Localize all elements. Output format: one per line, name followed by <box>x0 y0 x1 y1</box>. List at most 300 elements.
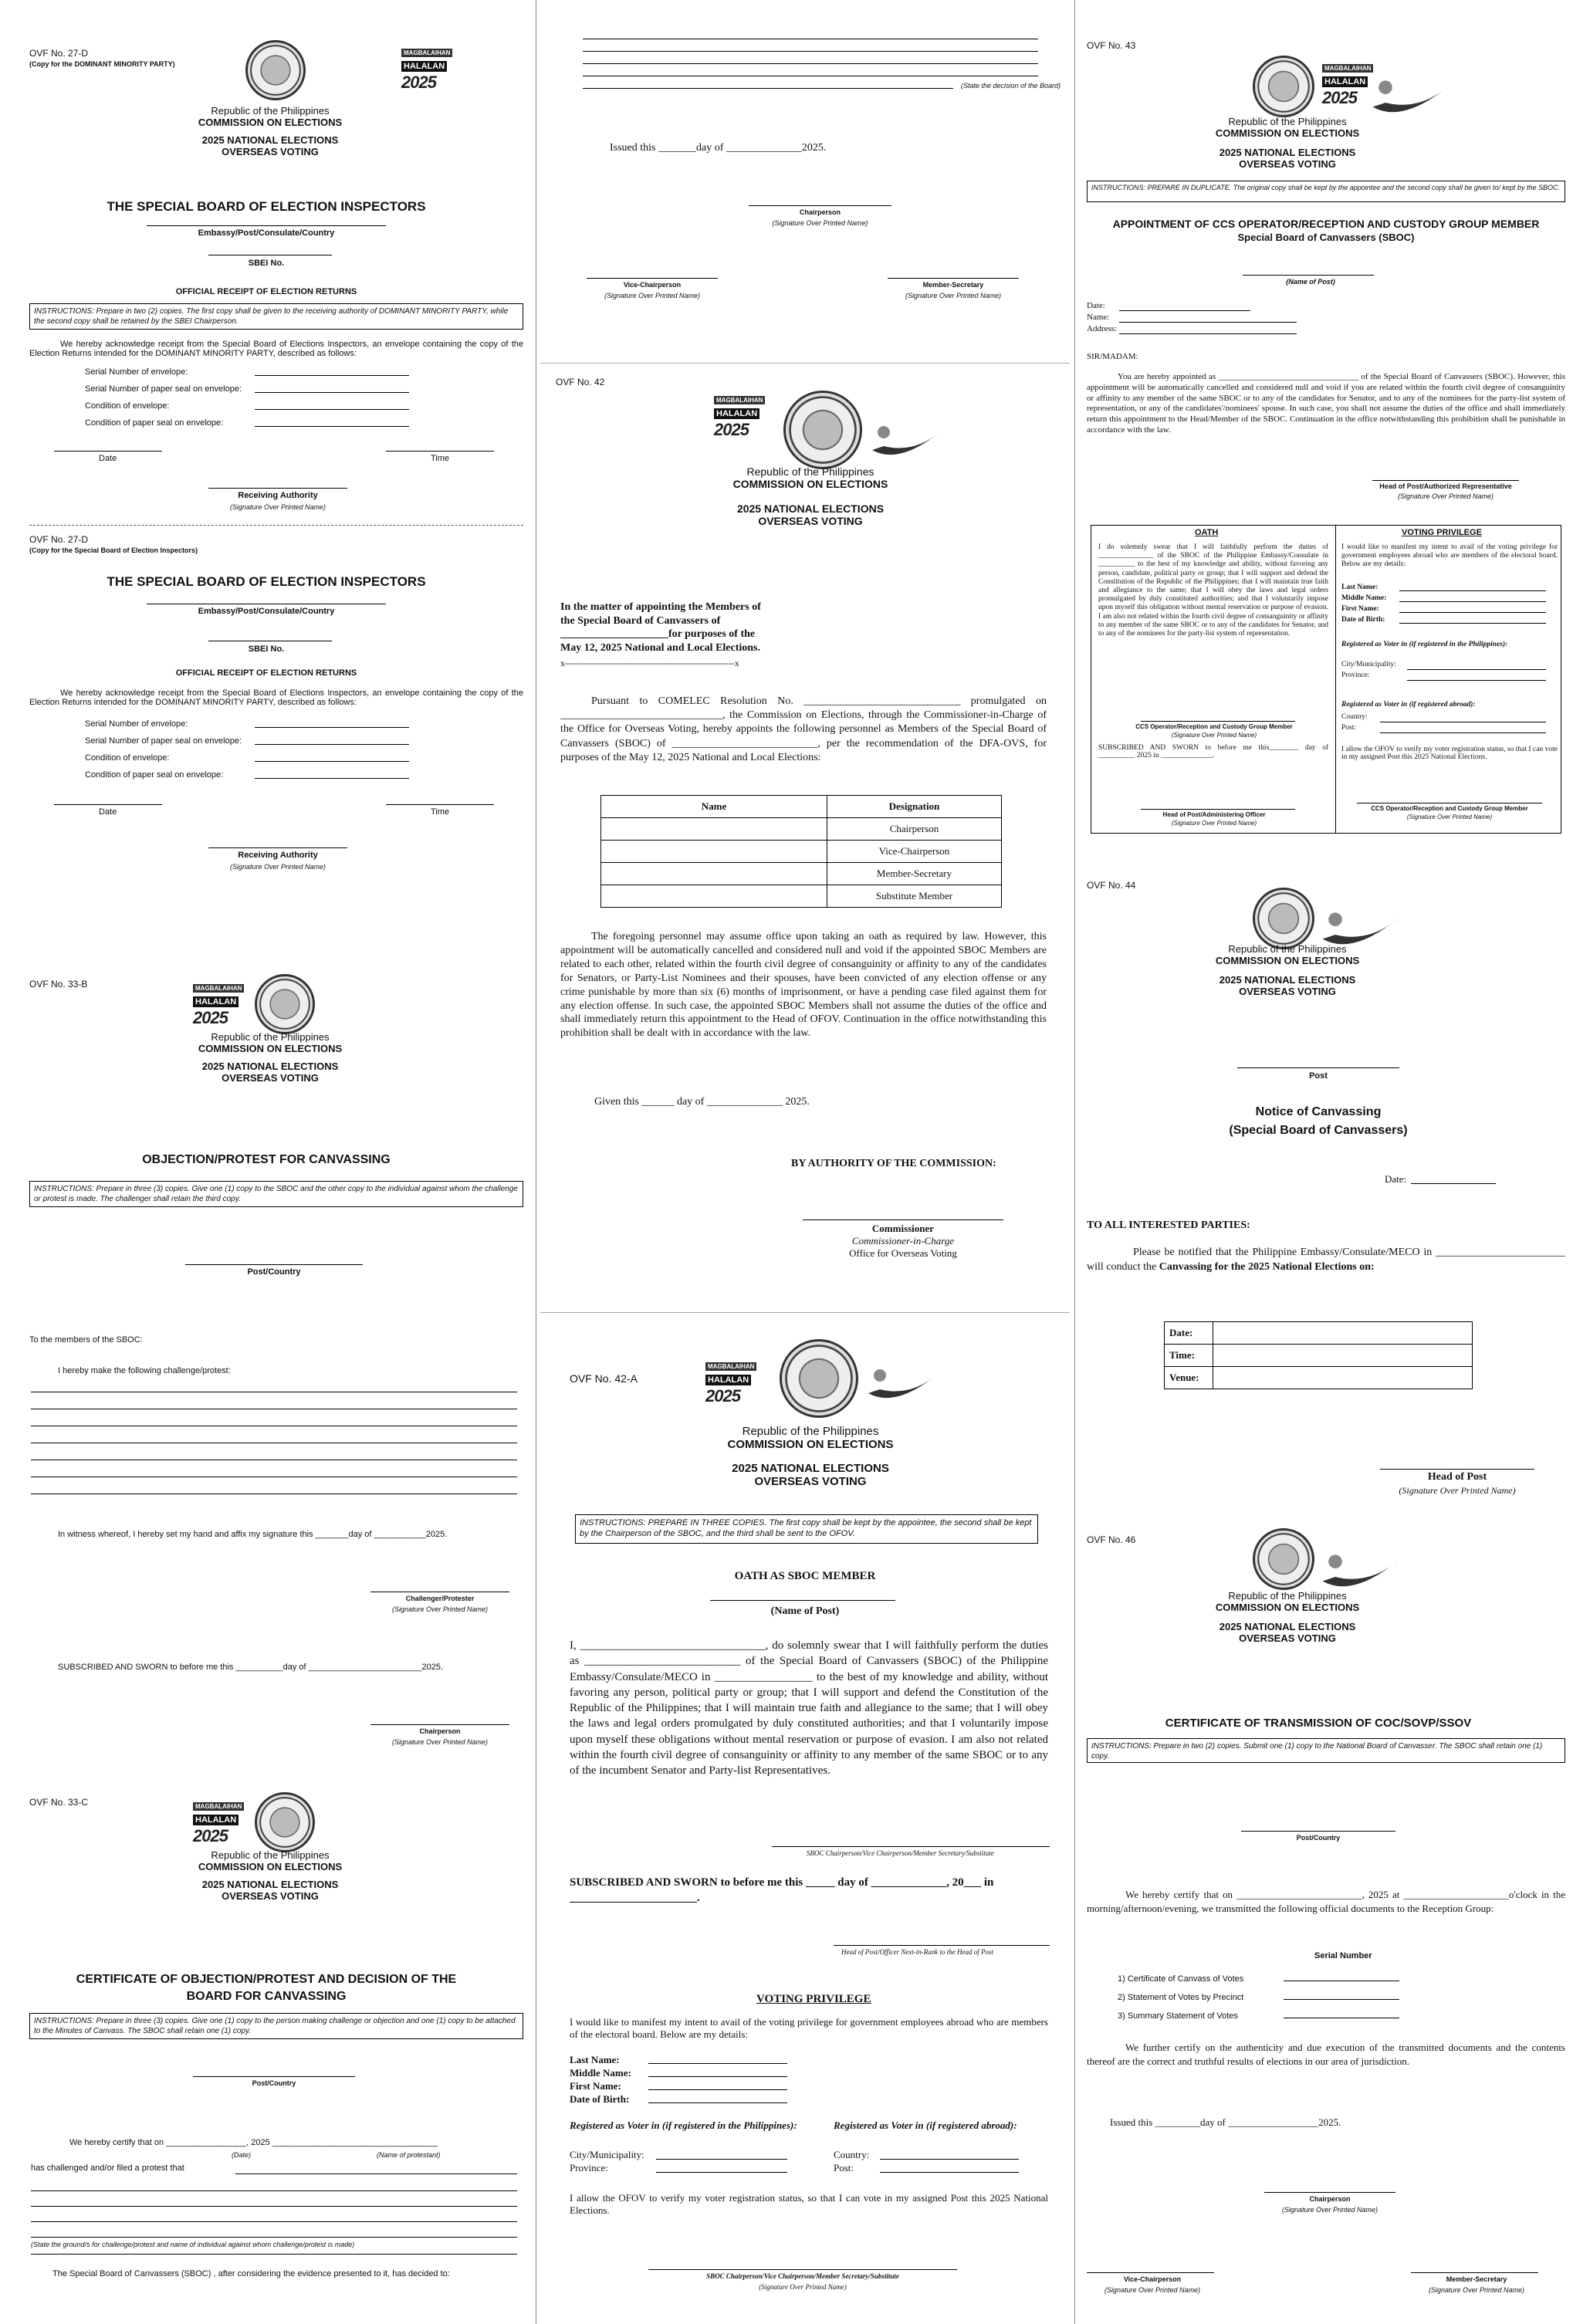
city-label: City/Municipality: <box>1341 661 1396 668</box>
time-label: Time <box>431 454 450 463</box>
field-line[interactable] <box>255 744 409 745</box>
time-cell[interactable] <box>1213 1345 1473 1367</box>
commission-label: COMMISSION ON ELECTIONS <box>1215 127 1360 139</box>
commission-label: COMMISSION ON ELECTIONS <box>727 1438 894 1451</box>
allow-text: I allow the OFOV to verify my voter registration status, so that I can vote in my assigned Post this 2025 National Elections. <box>1341 746 1558 761</box>
appointment-body: You are hereby appointed as _________________________________ of the Special Board of Canvassers (SBOC). However, this appointment will be automatically cancelled and considered null and void if you are related within the fourth civil degree of consanguinity or affinity to any member of the same SBOC or to any of the candidates for Senator, and to any of the nominees for the party-list system of representation, or any of the candidates'/nominees' spouse. In such case, you shall not assume the duties of the office and shall immediately return this appointment to the Head/Member of the SBOC. Continuation in the office notwithstanding this prohibition shall be punishable in accordance with the law. <box>1087 372 1565 435</box>
line <box>710 1600 895 1601</box>
name-cell[interactable] <box>601 841 827 863</box>
allow-text: I allow the OFOV to verify my voter registration status, so that I can vote in my assigned Post this 2025 National Elections. <box>570 2192 1048 2216</box>
comelec-seal-icon <box>255 1792 315 1852</box>
form-number: OVF No. 33-C <box>29 1797 89 1808</box>
date-note: (Date) <box>232 2151 252 2159</box>
field-line <box>880 2172 1019 2173</box>
city-label: City/Municipality: <box>570 2149 644 2160</box>
field-line <box>880 2159 1019 2160</box>
elections-label: 2025 NATIONAL ELECTIONS <box>201 1061 339 1072</box>
post-country-label: Post/Country <box>247 1267 301 1277</box>
form-number: OVF No. 27-D <box>29 534 89 545</box>
chairperson-label: Chairperson <box>799 208 841 216</box>
table-row <box>1165 1367 1473 1389</box>
date-cell-label: Date: <box>1165 1322 1213 1345</box>
signature-note: (Signature Over Printed Name) <box>1399 1485 1516 1496</box>
field-row: Condition of paper seal on envelope: <box>85 418 440 428</box>
province-label: Province: <box>570 2162 608 2173</box>
field-line <box>1407 669 1546 670</box>
elections-label: 2025 NATIONAL ELECTIONS <box>201 1879 339 1890</box>
entry-line <box>31 2206 517 2207</box>
sbei-label: SBEI No. <box>248 259 285 268</box>
country-label: Country: <box>834 2149 870 2160</box>
to-all-label: TO ALL INTERESTED PARTIES: <box>1087 1220 1250 1231</box>
oath-header: OATH <box>1195 528 1219 537</box>
table-row <box>601 841 1002 863</box>
field-line <box>1119 322 1297 323</box>
signature-note: (Signature Over Printed Name) <box>1104 2286 1201 2294</box>
designation-cell: Substitute Member <box>827 885 1002 908</box>
date-label: Date <box>99 454 117 463</box>
field-line[interactable] <box>255 761 409 762</box>
field-line <box>1284 1999 1399 2000</box>
notice-title: Notice of Canvassing <box>1255 1105 1382 1118</box>
decision-line <box>583 51 1038 52</box>
form-title: OBJECTION/PROTEST FOR CANVASSING <box>142 1153 391 1166</box>
signature-line <box>772 1846 1050 1847</box>
serial-number-label: Serial Number <box>1314 1951 1372 1960</box>
date-label: Date <box>99 807 117 817</box>
oath-title: OATH AS SBOC MEMBER <box>734 1570 876 1582</box>
country-label: Country: <box>1341 713 1368 721</box>
republic-label: Republic of the Philippines <box>1228 116 1347 127</box>
instructions-box: INSTRUCTIONS: Prepare in three (3) copies. Give one (1) copy to the SBOC and the other copy to the individual against whom the challenge or protest is made. The challenger shall retain the third copy. <box>29 1181 523 1207</box>
body-text: We hereby acknowledge receipt from the Special Board of Elections Inspectors, an envelope containing the copy of the Election Returns intended for the DOMINANT MINORITY PARTY, described as follows: <box>29 340 523 358</box>
receipt-title: OFFICIAL RECEIPT OF ELECTION RETURNS <box>175 287 357 296</box>
field-row: Condition of envelope: <box>85 753 440 763</box>
signature-note: (Signature Over Printed Name) <box>1171 820 1257 827</box>
head-admin-label: Head of Post/Administering Officer <box>1162 811 1266 818</box>
swoosh-logo-icon <box>864 1366 942 1405</box>
embassy-label: Embassy/Post/Consulate/Country <box>198 607 335 616</box>
form-number: OVF No. 27-D <box>29 48 89 59</box>
separator <box>540 1312 1070 1313</box>
table-header: Name <box>601 796 827 818</box>
address-field: Address: <box>1087 324 1118 333</box>
time-line <box>386 804 494 805</box>
pursuant-text: Pursuant to COMELEC Resolution No. _____________________________ promulgated on ______________________________, the Commission on Elections, through the Commissioner-in-Charge of the Office for Overseas Voting, hereby appoints the following personnel as Members of the Special Board of Canvassers (SBOC) of ___________________________, per the recommendation of the DFA-OVS, for purposes of the May 12, 2025 National and Local Elections: <box>560 695 1047 763</box>
republic-label: Republic of the Philippines <box>746 465 874 478</box>
form-subtitle: Special Board of Canvassers (SBOC) <box>1237 232 1415 243</box>
field-line <box>1119 333 1297 334</box>
instructions-box: INSTRUCTIONS: PREPARE IN THREE COPIES. The first copy shall be kept by the appointee, the second shall be kept by the Chairperson of the SBOC, and the third shall be sent to the OFOV. <box>575 1514 1038 1544</box>
republic-label: Republic of the Philippines <box>211 105 330 117</box>
signature-note: (Signature Over Printed Name) <box>772 219 868 227</box>
certify-text: We hereby certify that on _________________________, 2025 at _____________________o'clock in the morning/afternoon/evening, we transmitted the following official documents to the Reception Group: <box>1087 1889 1565 1914</box>
instructions-box: INSTRUCTIONS: PREPARE IN DUPLICATE. The original copy shall be kept by the appointee and the second copy shall be given to/ kept by the SBOC. <box>1087 181 1565 202</box>
date-line <box>54 451 162 452</box>
republic-label: Republic of the Philippines <box>742 1425 879 1438</box>
grounds-note: (State the ground/s for challenge/protest and name of individual against whom challenge/protest is made) <box>31 2241 355 2248</box>
field-line <box>648 2102 787 2103</box>
line <box>1237 1067 1399 1068</box>
instructions-box: INSTRUCTIONS: Prepare in two (2) copies. Submit one (1) copy to the National Board of Canvasser. The SBOC shall retain one (1) copy. <box>1087 1738 1565 1763</box>
elections-label: 2025 NATIONAL ELECTIONS <box>1219 147 1356 158</box>
overseas-label: OVERSEAS VOTING <box>758 515 863 527</box>
table-row <box>601 885 1002 908</box>
instructions-box: INSTRUCTIONS: Prepare in three (3) copies. Give one (1) copy to the person making challenge or objection and one (1) copy to be attached to the Minutes of Canvass. The SBOC shall retain one (1) copy. <box>29 2013 523 2039</box>
receipt-title: OFFICIAL RECEIPT OF ELECTION RETURNS <box>175 668 357 678</box>
copy-note: (Copy for the Special Board of Election Inspectors) <box>29 546 198 554</box>
receiving-authority: Receiving Authority <box>238 491 318 500</box>
overseas-label: OVERSEAS VOTING <box>222 1890 319 1902</box>
head-post-label: Head of Post/Authorized Representative <box>1379 482 1512 490</box>
instructions-box: INSTRUCTIONS: Prepare in two (2) copies. The first copy shall be given to the receiving authority of DOMINANT MINORITY PARTY, while the second copy shall be retained by the SBEI Chairperson. <box>29 303 523 330</box>
swoosh-logo-icon <box>1368 77 1453 120</box>
sboc-decision-text: The Special Board of Canvassers (SBOC) , after considering the evidence presented to it, has decided to: <box>52 2269 450 2278</box>
swoosh-logo-icon <box>1318 1551 1403 1594</box>
overseas-label: OVERSEAS VOTING <box>1239 986 1336 997</box>
signature-note: (Signature Over Printed Name) <box>391 1605 489 1613</box>
date-cell[interactable] <box>1213 1322 1473 1345</box>
form-title: THE SPECIAL BOARD OF ELECTION INSPECTORS <box>107 199 426 214</box>
cut-line <box>29 525 523 526</box>
head-post-label: Head of Post <box>1427 1471 1487 1483</box>
field-line <box>1399 623 1546 624</box>
signature-line <box>587 278 718 279</box>
copy-note: (Copy for the DOMINANT MINORITY PARTY) <box>29 60 175 68</box>
comelec-header <box>77 105 463 157</box>
registered-abroad-label: Registered as Voter in (if registered abroad): <box>1341 701 1476 709</box>
time-cell-label: Time: <box>1165 1345 1213 1367</box>
elections-label: 2025 NATIONAL ELECTIONS <box>201 134 339 146</box>
overseas-label: OVERSEAS VOTING <box>1239 158 1336 170</box>
line <box>147 225 386 226</box>
name-field: Name: <box>1087 313 1110 322</box>
date-line <box>54 804 162 805</box>
comelec-header <box>77 1031 463 1084</box>
form-number: OVF No. 42-A <box>570 1372 638 1385</box>
field-line <box>648 2063 787 2064</box>
form-number: OVF No. 42 <box>556 377 605 387</box>
sboc-signature-label: SBOC Chairperson/Vice Chairperson/Member Secretary/Substitute <box>807 1849 994 1857</box>
time-label: Time <box>431 807 450 817</box>
decision-line <box>583 88 953 89</box>
table-row <box>1165 1322 1473 1345</box>
field-line[interactable] <box>255 392 409 393</box>
signature-note: (Signature Over Printed Name) <box>391 1738 489 1746</box>
table-header: Designation <box>827 796 1002 818</box>
post-country-label: Post/Country <box>1296 1834 1341 1842</box>
vp-body: I would like to manifest my intent to avail of the voting privilege for government employees abroad who are members of the electoral board. Below are my details: <box>570 2016 1048 2040</box>
comelec-seal-icon <box>255 974 315 1034</box>
name-cell[interactable] <box>601 863 827 885</box>
name-note: (Name of protestant) <box>377 2151 441 2159</box>
post-country-label: Post/Country <box>252 2079 296 2087</box>
challenged-text: has challenged and/or filed a protest that <box>31 2163 184 2173</box>
member-secretary-label: Member-Secretary <box>922 281 984 289</box>
signature-note: (Signature Over Printed Name) <box>1171 732 1257 739</box>
post-label: Post <box>1309 1071 1328 1081</box>
overseas-label: OVERSEAS VOTING <box>754 1475 867 1488</box>
registered-abroad-label: Registered as Voter in (if registered abroad): <box>834 2119 1017 2131</box>
field-line <box>1399 612 1546 613</box>
doc-item: 2) Statement of Votes by Precinct <box>1118 1993 1244 2002</box>
sworn-text: SUBSCRIBED AND SWORN to before me this __________day of ________________________2025. <box>58 1663 444 1672</box>
elections-label: 2025 NATIONAL ELECTIONS <box>1219 1621 1356 1632</box>
column-middle <box>540 0 1070 2324</box>
comelec-header <box>77 1849 463 1902</box>
sbei-label: SBEI No. <box>248 644 285 654</box>
field-line <box>656 2159 787 2160</box>
personnel-table <box>600 795 1002 908</box>
doc-item: 3) Summary Statement of Votes <box>1118 2011 1238 2021</box>
comelec-seal-icon <box>783 391 862 469</box>
form-title-line2: BOARD FOR CANVASSING <box>186 1990 347 2003</box>
given-text: Given this ______ day of ______________ 2025. <box>594 1096 810 1108</box>
vice-chair-label: Vice-Chairperson <box>1123 2275 1182 2283</box>
signature-line <box>1087 2272 1214 2273</box>
matter-heading: In the matter of appointing the Members of the Special Board of Canvassers of ____________________for purposes of the May 12, 2025 National and Local Elections. <box>560 601 761 654</box>
field-line[interactable] <box>255 778 409 779</box>
registered-ph-label: Registered as Voter in (if registered in the Philippines): <box>1341 641 1508 648</box>
field-line <box>1399 601 1546 602</box>
comelec-header <box>1141 1590 1434 1644</box>
field-line <box>1119 310 1250 311</box>
date-field: Date: <box>1087 301 1105 310</box>
signature-note: (Signature Over Printed Name) <box>1397 492 1494 500</box>
name-of-post: (Name of Post) <box>1286 278 1335 286</box>
line <box>1241 1831 1395 1832</box>
commission-label: COMMISSION ON ELECTIONS <box>1215 1602 1360 1613</box>
elections-label: 2025 NATIONAL ELECTIONS <box>736 502 885 515</box>
table-row <box>1165 1345 1473 1367</box>
oath-body: I, ________________________________, do solemnly swear that I will faithfully perform the duties as ___________________________ of the Special Board of Canvassers (SBOC) of the Philippine Embassy/Consulate/MECO in _________________ to the best of my knowledge and ability, without favoring any person, political party or group; that I will support and defend the Constitution of the Republic of the Philippines; that I will maintain true faith and allegiance to the same; that I will obey the laws and legal orders promulgated by duly constituted authorities; and that I voluntarily impose upon myself these obligations without mental reservation or purpose of evasion. I am also not related within the fourth civil degree of consanguinity or affinity to any member of the same SBOC or to any of the incumbent Senator and Party-list Representatives. <box>570 1639 1048 1777</box>
doc-item: 1) Certificate of Canvass of Votes <box>1118 1974 1244 1984</box>
halalan-logo-icon: MAGBALAIHAN HALALAN 2025 <box>1322 60 1373 108</box>
sworn-text: SUBSCRIBED AND SWORN to before me this _____ day of _____________, 20___ in ______________________. <box>570 1876 994 1904</box>
comelec-seal-icon <box>780 1339 858 1418</box>
overseas-label: OVERSEAS VOTING <box>222 1072 319 1084</box>
voting-privilege-title: VOTING PRIVILEGE <box>756 1993 871 2005</box>
vp-fields: Last Name: Middle Name: First Name: Date of Birth: <box>570 2054 631 2105</box>
line <box>1243 275 1374 276</box>
form-title: CERTIFICATE OF OBJECTION/PROTEST AND DECISION OF THE <box>76 1973 457 1986</box>
signature-line <box>834 1945 1050 1946</box>
x-line: x-------------------------------------------------------x <box>560 658 739 668</box>
post-label: Post: <box>834 2162 854 2173</box>
comelec-header <box>617 465 1003 527</box>
republic-label: Republic of the Philippines <box>211 1849 330 1861</box>
designation-cell: Vice-Chairperson <box>827 841 1002 863</box>
form-title: APPOINTMENT OF CCS OPERATOR/RECEPTION AND CUSTODY GROUP MEMBER <box>1112 218 1540 230</box>
field-row: Serial Number of paper seal on envelope: <box>85 736 440 746</box>
foregoing-text: The foregoing personnel may assume office upon taking an oath as required by law. However, this appointment will be automatically cancelled and considered null and void if the appointed SBOC Members are related to each other, related within the fourth civil degree of consanguinity or affinity to any of the candidates for Senators, or Party-List Nominees and their spouses, have been convicted of any election offense or any crime punishable by more than six (6) months of imprisonment, or have a pending case filed against them for any election offense. In such case, the appointed SBOC Members shall not assume the duties of the office and shall immediately return this appointment to the Head of OFOV. Continuation in the office notwithstanding this prohibition shall be dealt with in accordance with the law. <box>560 931 1047 1040</box>
notice-subtitle: (Special Board of Canvassers) <box>1229 1124 1408 1137</box>
form-title: CERTIFICATE OF TRANSMISSION OF COC/SOVP/SSOV <box>1165 1717 1472 1730</box>
signature-note: (Signature Over Printed Name) <box>604 292 701 299</box>
signature-note: (Signature Over Printed Name) <box>759 2283 847 2291</box>
halalan-logo-icon: MAGBALAIHAN HALALAN 2025 <box>705 1358 756 1406</box>
issued-text: Issued this _________day of __________________2025. <box>1110 2116 1341 2128</box>
decision-note: (State the decision of the Board) <box>961 82 1061 90</box>
signature-note: (Signature Over Printed Name) <box>229 863 326 871</box>
sworn-text: SUBSCRIBED AND SWORN to before me this________ day of __________ 2025 in ______________. <box>1098 744 1328 759</box>
certify-text: We hereby certify that on _________________, 2025 ___________________________________ <box>69 2138 438 2147</box>
signature-note: (Signature Over Printed Name) <box>905 292 1002 299</box>
commission-label: COMMISSION ON ELECTIONS <box>198 117 343 128</box>
entry-line <box>235 2173 517 2174</box>
halalan-logo-icon: MAGBALAIHAN HALALAN 2025 <box>193 980 244 1028</box>
vp-fields: Last Name: Middle Name: First Name: Date of Birth: <box>1341 584 1387 624</box>
comelec-seal-icon <box>1253 888 1314 949</box>
field-row: Serial Number of envelope: <box>85 367 440 377</box>
comelec-seal-icon <box>1253 1528 1314 1590</box>
entry-line <box>31 2254 517 2255</box>
halalan-logo-icon: MAGBALAIHAN HALALAN 2025 <box>714 392 765 440</box>
oath-body: I do solemnly swear that I will faithfully perform the duties of _______________ of the SBOC of the Philippine Embassy/Consulate in __________ to the best of my knowledge and ability, without favoring any person, candidate, political party or group; that I will support and defend the Constitution of the Republic of the Philippines; that I will maintain true faith and allegiance to the same; that I will obey the laws and legal orders promulgated by duly constituted authorities; and that I voluntarily impose upon myself this obligation without mental reservation or purpose of evasion. I am also not related within the fourth civil degree of consanguinity or affinity to any member of the same SBOC or to any of the candidates for Senator, and to any of the nominees for the party-list system of representation. <box>1098 543 1328 638</box>
authority-label: BY AUTHORITY OF THE COMMISSION: <box>791 1158 996 1169</box>
embassy-label: Embassy/Post/Consulate/Country <box>198 228 335 238</box>
commission-label: COMMISSION ON ELECTIONS <box>198 1043 343 1054</box>
head-post-label: Head of Post/Officer Next-in-Rank to the Head of Post <box>841 1948 993 1956</box>
member-secretary-label: Member-Secretary <box>1446 2275 1507 2283</box>
signature-line <box>1141 721 1295 722</box>
registered-ph-label: Registered as Voter in (if registered in the Philippines): <box>570 2119 797 2131</box>
elections-label: 2025 NATIONAL ELECTIONS <box>1219 974 1356 986</box>
challenge-label: I hereby make the following challenge/protest: <box>58 1366 231 1375</box>
comelec-header <box>1141 943 1434 997</box>
post-label: Post: <box>1341 724 1357 732</box>
further-text: We further certify on the authenticity and due execution of the transmitted documents and the contents thereof are the correct and truthful results of elections in our area of jurisdiction. <box>1087 2042 1565 2067</box>
doc-list <box>1118 1970 1243 2025</box>
entry-line <box>31 2237 517 2238</box>
signature-line <box>749 205 891 206</box>
date-label: Date: <box>1385 1173 1407 1185</box>
signature-line <box>208 488 347 489</box>
entry-line <box>31 2190 517 2191</box>
signature-note: (Signature Over Printed Name) <box>1406 814 1493 820</box>
salutation: SIR/MADAM: <box>1087 352 1138 361</box>
overseas-label: OVERSEAS VOTING <box>222 146 319 157</box>
signature-line <box>1372 480 1519 481</box>
designation-cell: Member-Secretary <box>827 863 1002 885</box>
field-line[interactable] <box>255 727 409 728</box>
field-line <box>656 2172 787 2173</box>
ccs-signature-label: CCS Operator/Reception and Custody Group Member <box>1371 805 1528 812</box>
venue-cell[interactable] <box>1213 1367 1473 1389</box>
field-line <box>648 2076 787 2077</box>
signature-line <box>1411 2272 1538 2273</box>
signature-line <box>370 1724 509 1725</box>
vp-body: I would like to manifest my intent to avail of the voting privilege for government employees abroad who are members of the electoral board. Below are my details: <box>1341 543 1558 569</box>
signature-line <box>648 2269 957 2270</box>
comelec-seal-icon <box>1253 56 1314 117</box>
schedule-table <box>1164 1321 1473 1389</box>
republic-label: Republic of the Philippines <box>211 1031 330 1043</box>
field-line[interactable] <box>255 409 409 410</box>
form-number: OVF No. 43 <box>1087 40 1136 51</box>
name-of-post: (Name of Post) <box>770 1605 840 1617</box>
notified-text: Please be notified that the Philippine Embassy/Consulate/MECO in ________________________ will conduct the Canvassing for the 2025 National Elections on: <box>1087 1247 1565 1273</box>
commissioner-block: Commissioner Commissioner-in-Charge Office for Overseas Voting <box>849 1223 957 1259</box>
table-row <box>601 818 1002 841</box>
commission-label: COMMISSION ON ELECTIONS <box>198 1861 343 1872</box>
comelec-seal-icon <box>245 40 306 100</box>
ccs-signature-label: CCS Operator/Reception and Custody Group Member <box>1135 723 1293 730</box>
entry-line <box>31 2221 517 2222</box>
receiving-authority: Receiving Authority <box>238 851 318 860</box>
column-left <box>0 0 533 2324</box>
comelec-header <box>617 1425 1003 1488</box>
body-text: We hereby acknowledge receipt from the Special Board of Elections Inspectors, an envelope containing the copy of the Election Returns intended for the DOMINANT MINORITY PARTY, described as follows: <box>29 688 523 707</box>
field-line[interactable] <box>255 375 409 376</box>
halalan-logo-icon: MAGBALAIHAN HALALAN 2025 <box>401 45 452 93</box>
to-members: To the members of the SBOC: <box>29 1335 143 1345</box>
field-row: Serial Number of envelope: <box>85 719 440 729</box>
name-cell[interactable] <box>601 885 827 908</box>
field-row: Condition of paper seal on envelope: <box>85 770 440 780</box>
field-row: Serial Number of paper seal on envelope: <box>85 384 440 394</box>
form-title: THE SPECIAL BOARD OF ELECTION INSPECTORS <box>107 574 426 589</box>
signature-line <box>888 278 1019 279</box>
form-number: OVF No. 33-B <box>29 979 88 989</box>
venue-cell-label: Venue: <box>1165 1367 1213 1389</box>
signature-note: (Signature Over Printed Name) <box>1428 2286 1525 2294</box>
comelec-header <box>1141 116 1434 170</box>
line <box>193 2076 355 2077</box>
chairperson-label: Chairperson <box>419 1727 461 1735</box>
voting-privilege-header: VOTING PRIVILEGE <box>1402 528 1482 537</box>
signature-note: (Signature Over Printed Name) <box>229 503 326 511</box>
name-cell[interactable] <box>601 818 827 841</box>
field-row: Condition of envelope: <box>85 401 440 411</box>
witness-text: In witness whereof, I hereby set my hand and affix my signature this _______day of ___________2025. <box>58 1530 448 1539</box>
field-line <box>648 2089 787 2090</box>
halalan-logo-icon: MAGBALAIHAN HALALAN 2025 <box>193 1798 244 1846</box>
signature-line <box>1141 809 1295 810</box>
bottom-signature-label: SBOC Chairperson/Vice Chairperson/Member Secretary/Substitute <box>706 2272 899 2280</box>
swoosh-logo-icon <box>868 423 945 462</box>
field-line <box>1411 1183 1496 1184</box>
overseas-label: OVERSEAS VOTING <box>1239 1632 1336 1644</box>
form-number: OVF No. 44 <box>1087 880 1136 891</box>
decision-line <box>583 63 1038 64</box>
challenger-label: Challenger/Protester <box>405 1595 475 1602</box>
signature-line <box>208 847 347 848</box>
vice-chair-label: Vice-Chairperson <box>623 281 682 289</box>
signature-line <box>1264 2192 1395 2193</box>
form-number: OVF No. 46 <box>1087 1534 1136 1545</box>
signature-note: (Signature Over Printed Name) <box>1281 2206 1378 2214</box>
province-label: Province: <box>1341 671 1370 679</box>
column-right <box>1079 0 1573 2324</box>
chairperson-label: Chairperson <box>1309 2195 1351 2203</box>
line <box>185 1264 363 1265</box>
column-divider-2 <box>1074 0 1075 2324</box>
oath-divider <box>1335 525 1336 834</box>
signature-line <box>1380 1469 1534 1470</box>
elections-label: 2025 NATIONAL ELECTIONS <box>732 1462 889 1475</box>
field-line <box>1380 732 1546 733</box>
republic-label: Republic of the Philippines <box>1228 943 1347 955</box>
field-line[interactable] <box>255 426 409 427</box>
republic-label: Republic of the Philippines <box>1228 1590 1347 1602</box>
commission-label: COMMISSION ON ELECTIONS <box>1215 955 1360 966</box>
table-row <box>601 863 1002 885</box>
field-line <box>1399 590 1546 591</box>
separator <box>540 363 1070 364</box>
designation-cell: Chairperson <box>827 818 1002 841</box>
time-line <box>386 451 494 452</box>
